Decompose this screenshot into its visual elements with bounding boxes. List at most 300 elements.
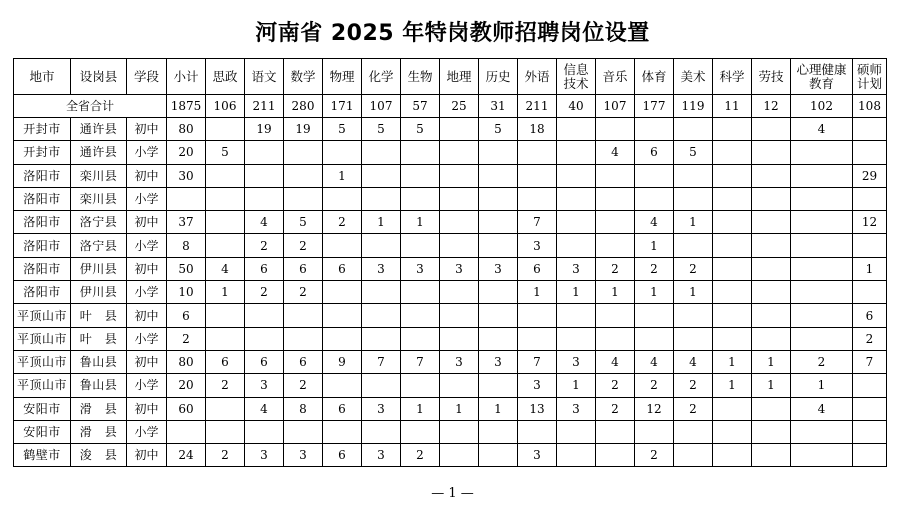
- value-cell: 7: [518, 350, 557, 373]
- totals-cell: 106: [206, 95, 245, 118]
- city-cell: 洛阳市: [14, 257, 71, 280]
- subtotal-cell: 50: [167, 257, 206, 280]
- value-cell: 2: [674, 257, 713, 280]
- stage-cell: 初中: [127, 118, 167, 141]
- value-cell: 4: [674, 350, 713, 373]
- value-cell: [362, 234, 401, 257]
- value-cell: 2: [245, 281, 284, 304]
- value-cell: 5: [479, 118, 518, 141]
- column-header: 设岗县: [71, 59, 127, 95]
- value-cell: [557, 141, 596, 164]
- value-cell: 1: [752, 374, 791, 397]
- value-cell: [853, 374, 887, 397]
- value-cell: 7: [518, 211, 557, 234]
- column-header: 地市: [14, 59, 71, 95]
- value-cell: [362, 304, 401, 327]
- value-cell: [479, 211, 518, 234]
- value-cell: 6: [245, 257, 284, 280]
- value-cell: [284, 304, 323, 327]
- value-cell: [401, 187, 440, 210]
- value-cell: [557, 187, 596, 210]
- value-cell: 1: [635, 234, 674, 257]
- value-cell: 19: [284, 118, 323, 141]
- value-cell: [245, 187, 284, 210]
- value-cell: [440, 141, 479, 164]
- value-cell: 1: [557, 374, 596, 397]
- value-cell: [674, 420, 713, 443]
- totals-cell: 211: [518, 95, 557, 118]
- value-cell: [206, 397, 245, 420]
- value-cell: [284, 164, 323, 187]
- totals-cell: 107: [362, 95, 401, 118]
- city-cell: 平顶山市: [14, 304, 71, 327]
- value-cell: [479, 234, 518, 257]
- value-cell: [596, 304, 635, 327]
- value-cell: 6: [284, 350, 323, 373]
- column-header: 生物: [401, 59, 440, 95]
- value-cell: [401, 374, 440, 397]
- value-cell: [323, 281, 362, 304]
- value-cell: 19: [245, 118, 284, 141]
- column-header: 地理: [440, 59, 479, 95]
- table-row: [14, 420, 887, 443]
- totals-cell: 40: [557, 95, 596, 118]
- totals-cell: 12: [752, 95, 791, 118]
- value-cell: 3: [557, 397, 596, 420]
- value-cell: [479, 141, 518, 164]
- value-cell: 3: [284, 444, 323, 467]
- subtotal-cell: 37: [167, 211, 206, 234]
- value-cell: [596, 118, 635, 141]
- column-header: 音乐: [596, 59, 635, 95]
- value-cell: 2: [206, 374, 245, 397]
- stage-cell: 初中: [127, 211, 167, 234]
- city-cell: 洛阳市: [14, 211, 71, 234]
- value-cell: [752, 327, 791, 350]
- table-row: [14, 234, 887, 257]
- value-cell: 6: [284, 257, 323, 280]
- value-cell: 1: [557, 281, 596, 304]
- value-cell: [635, 420, 674, 443]
- totals-cell: 107: [596, 95, 635, 118]
- stage-cell: 初中: [127, 304, 167, 327]
- value-cell: [479, 304, 518, 327]
- value-cell: [323, 141, 362, 164]
- value-cell: [713, 420, 752, 443]
- positions-table: [13, 58, 887, 467]
- value-cell: [206, 234, 245, 257]
- value-cell: 2: [245, 234, 284, 257]
- value-cell: 12: [853, 211, 887, 234]
- value-cell: 1: [518, 281, 557, 304]
- city-cell: 开封市: [14, 118, 71, 141]
- value-cell: [713, 141, 752, 164]
- column-header: 外语: [518, 59, 557, 95]
- county-cell: 叶 县: [71, 304, 127, 327]
- value-cell: [362, 420, 401, 443]
- value-cell: 3: [518, 444, 557, 467]
- table-row: [14, 350, 887, 373]
- county-cell: 滑 县: [71, 420, 127, 443]
- value-cell: [440, 211, 479, 234]
- value-cell: 4: [596, 141, 635, 164]
- value-cell: [557, 118, 596, 141]
- value-cell: 4: [791, 118, 853, 141]
- subtotal-cell: [167, 420, 206, 443]
- stage-cell: 小学: [127, 234, 167, 257]
- value-cell: [206, 327, 245, 350]
- table-row: [14, 118, 887, 141]
- value-cell: 1: [440, 397, 479, 420]
- value-cell: [635, 164, 674, 187]
- value-cell: [791, 187, 853, 210]
- value-cell: [440, 374, 479, 397]
- page-number: — 1 —: [431, 486, 474, 501]
- value-cell: [245, 304, 284, 327]
- subtotal-cell: 6: [167, 304, 206, 327]
- value-cell: [713, 257, 752, 280]
- subtotal-cell: 20: [167, 141, 206, 164]
- value-cell: 3: [401, 257, 440, 280]
- value-cell: 2: [401, 444, 440, 467]
- value-cell: 2: [635, 257, 674, 280]
- value-cell: [713, 118, 752, 141]
- table-row: [14, 164, 887, 187]
- value-cell: [323, 420, 362, 443]
- value-cell: [853, 118, 887, 141]
- value-cell: 2: [791, 350, 853, 373]
- city-cell: 鹤壁市: [14, 444, 71, 467]
- value-cell: 1: [401, 211, 440, 234]
- city-cell: 平顶山市: [14, 327, 71, 350]
- value-cell: 3: [362, 397, 401, 420]
- value-cell: [713, 211, 752, 234]
- value-cell: [440, 420, 479, 443]
- value-cell: [752, 234, 791, 257]
- value-cell: [440, 187, 479, 210]
- column-header: 硕师 计划: [853, 59, 887, 95]
- value-cell: [713, 187, 752, 210]
- value-cell: [245, 327, 284, 350]
- value-cell: 3: [245, 444, 284, 467]
- value-cell: 5: [362, 118, 401, 141]
- county-cell: 鲁山县: [71, 350, 127, 373]
- value-cell: [206, 420, 245, 443]
- totals-cell: 57: [401, 95, 440, 118]
- value-cell: [479, 187, 518, 210]
- subtotal-cell: [167, 187, 206, 210]
- value-cell: [284, 141, 323, 164]
- subtotal-cell: 10: [167, 281, 206, 304]
- value-cell: 2: [853, 327, 887, 350]
- value-cell: [323, 304, 362, 327]
- value-cell: [674, 327, 713, 350]
- subtotal-cell: 20: [167, 374, 206, 397]
- value-cell: [479, 281, 518, 304]
- value-cell: [206, 118, 245, 141]
- city-cell: 洛阳市: [14, 234, 71, 257]
- value-cell: [440, 304, 479, 327]
- value-cell: [362, 141, 401, 164]
- value-cell: [284, 327, 323, 350]
- value-cell: [596, 211, 635, 234]
- value-cell: 3: [362, 257, 401, 280]
- county-cell: 浚 县: [71, 444, 127, 467]
- value-cell: [791, 327, 853, 350]
- table-row: [14, 374, 887, 397]
- value-cell: [635, 118, 674, 141]
- value-cell: [752, 211, 791, 234]
- value-cell: [401, 234, 440, 257]
- column-header: 美术: [674, 59, 713, 95]
- value-cell: [674, 118, 713, 141]
- table-body: [14, 95, 887, 467]
- totals-cell: 211: [245, 95, 284, 118]
- value-cell: [518, 187, 557, 210]
- value-cell: 6: [518, 257, 557, 280]
- value-cell: [853, 420, 887, 443]
- value-cell: [362, 164, 401, 187]
- value-cell: 3: [440, 350, 479, 373]
- value-cell: 1: [713, 350, 752, 373]
- value-cell: [557, 304, 596, 327]
- value-cell: [557, 164, 596, 187]
- column-header: 学段: [127, 59, 167, 95]
- table-row: [14, 141, 887, 164]
- value-cell: 6: [323, 397, 362, 420]
- value-cell: [752, 304, 791, 327]
- subtotal-cell: 30: [167, 164, 206, 187]
- value-cell: [713, 164, 752, 187]
- value-cell: [206, 187, 245, 210]
- value-cell: 6: [206, 350, 245, 373]
- value-cell: 6: [853, 304, 887, 327]
- county-cell: 洛宁县: [71, 234, 127, 257]
- table-row: [14, 327, 887, 350]
- value-cell: [323, 187, 362, 210]
- value-cell: 1: [791, 374, 853, 397]
- stage-cell: 初中: [127, 164, 167, 187]
- value-cell: [323, 234, 362, 257]
- value-cell: [752, 187, 791, 210]
- county-cell: 通许县: [71, 118, 127, 141]
- value-cell: [791, 304, 853, 327]
- totals-cell: 119: [674, 95, 713, 118]
- table-row: [14, 444, 887, 467]
- stage-cell: 初中: [127, 397, 167, 420]
- value-cell: [518, 164, 557, 187]
- subtotal-cell: 2: [167, 327, 206, 350]
- value-cell: [791, 211, 853, 234]
- value-cell: 3: [557, 350, 596, 373]
- value-cell: 2: [674, 397, 713, 420]
- value-cell: 2: [596, 257, 635, 280]
- value-cell: [440, 164, 479, 187]
- value-cell: 6: [323, 444, 362, 467]
- value-cell: [596, 327, 635, 350]
- value-cell: 1: [752, 350, 791, 373]
- value-cell: [674, 304, 713, 327]
- subtotal-cell: 8: [167, 234, 206, 257]
- value-cell: [713, 327, 752, 350]
- value-cell: [362, 374, 401, 397]
- county-cell: 伊川县: [71, 281, 127, 304]
- stage-cell: 小学: [127, 420, 167, 443]
- value-cell: 5: [206, 141, 245, 164]
- value-cell: 4: [245, 397, 284, 420]
- value-cell: 4: [791, 397, 853, 420]
- value-cell: [206, 164, 245, 187]
- value-cell: [518, 327, 557, 350]
- value-cell: [752, 164, 791, 187]
- value-cell: 6: [635, 141, 674, 164]
- value-cell: 1: [206, 281, 245, 304]
- stage-cell: 初中: [127, 444, 167, 467]
- value-cell: 4: [635, 211, 674, 234]
- city-cell: 平顶山市: [14, 374, 71, 397]
- value-cell: [752, 420, 791, 443]
- column-header: 数学: [284, 59, 323, 95]
- value-cell: 7: [401, 350, 440, 373]
- value-cell: 4: [635, 350, 674, 373]
- table-row: [14, 257, 887, 280]
- totals-label: 全省合计: [14, 95, 167, 118]
- totals-cell: 25: [440, 95, 479, 118]
- stage-cell: 小学: [127, 187, 167, 210]
- stage-cell: 小学: [127, 374, 167, 397]
- value-cell: 3: [518, 374, 557, 397]
- value-cell: [323, 374, 362, 397]
- totals-cell: 31: [479, 95, 518, 118]
- value-cell: [440, 444, 479, 467]
- value-cell: 1: [362, 211, 401, 234]
- county-cell: 洛宁县: [71, 211, 127, 234]
- value-cell: 4: [245, 211, 284, 234]
- document-title: 河南省 2025 年特岗教师招聘岗位设置: [255, 21, 650, 46]
- column-header: 化学: [362, 59, 401, 95]
- stage-cell: 小学: [127, 327, 167, 350]
- totals-cell: 177: [635, 95, 674, 118]
- value-cell: [362, 187, 401, 210]
- city-cell: 洛阳市: [14, 187, 71, 210]
- value-cell: [853, 234, 887, 257]
- value-cell: 2: [635, 444, 674, 467]
- value-cell: [245, 164, 284, 187]
- value-cell: 1: [674, 211, 713, 234]
- value-cell: 3: [557, 257, 596, 280]
- table-row: [14, 211, 887, 234]
- value-cell: [635, 304, 674, 327]
- subtotal-cell: 80: [167, 118, 206, 141]
- value-cell: [713, 444, 752, 467]
- city-cell: 开封市: [14, 141, 71, 164]
- value-cell: [752, 118, 791, 141]
- value-cell: [713, 234, 752, 257]
- value-cell: [713, 304, 752, 327]
- value-cell: [853, 397, 887, 420]
- value-cell: 9: [323, 350, 362, 373]
- value-cell: [635, 187, 674, 210]
- table-header-row: [14, 59, 887, 95]
- value-cell: 2: [284, 234, 323, 257]
- value-cell: 5: [401, 118, 440, 141]
- value-cell: 1: [401, 397, 440, 420]
- value-cell: 1: [674, 281, 713, 304]
- value-cell: 1: [479, 397, 518, 420]
- value-cell: [791, 257, 853, 280]
- stage-cell: 小学: [127, 281, 167, 304]
- value-cell: [791, 234, 853, 257]
- table-row: [14, 397, 887, 420]
- value-cell: 29: [853, 164, 887, 187]
- value-cell: [401, 141, 440, 164]
- totals-cell: 171: [323, 95, 362, 118]
- value-cell: [479, 327, 518, 350]
- value-cell: 2: [635, 374, 674, 397]
- value-cell: 3: [440, 257, 479, 280]
- value-cell: 5: [323, 118, 362, 141]
- subtotal-cell: 60: [167, 397, 206, 420]
- county-cell: 栾川县: [71, 164, 127, 187]
- value-cell: [479, 374, 518, 397]
- value-cell: 1: [713, 374, 752, 397]
- value-cell: [674, 234, 713, 257]
- value-cell: 8: [284, 397, 323, 420]
- table-row: [14, 187, 887, 210]
- value-cell: [853, 187, 887, 210]
- value-cell: [440, 281, 479, 304]
- value-cell: [206, 304, 245, 327]
- value-cell: [362, 327, 401, 350]
- city-cell: 安阳市: [14, 397, 71, 420]
- column-header: 劳技: [752, 59, 791, 95]
- totals-cell: 108: [853, 95, 887, 118]
- value-cell: [752, 444, 791, 467]
- value-cell: [791, 164, 853, 187]
- subtotal-cell: 24: [167, 444, 206, 467]
- value-cell: [479, 420, 518, 443]
- value-cell: [596, 444, 635, 467]
- totals-cell: 1875: [167, 95, 206, 118]
- value-cell: [596, 187, 635, 210]
- value-cell: [401, 164, 440, 187]
- value-cell: 5: [284, 211, 323, 234]
- value-cell: [362, 281, 401, 304]
- value-cell: 2: [284, 374, 323, 397]
- value-cell: [791, 420, 853, 443]
- value-cell: [635, 327, 674, 350]
- table-row: [14, 281, 887, 304]
- value-cell: 6: [245, 350, 284, 373]
- value-cell: [401, 420, 440, 443]
- county-cell: 叶 县: [71, 327, 127, 350]
- value-cell: [323, 327, 362, 350]
- subtotal-cell: 80: [167, 350, 206, 373]
- value-cell: [596, 420, 635, 443]
- value-cell: [440, 327, 479, 350]
- value-cell: [440, 234, 479, 257]
- value-cell: [284, 187, 323, 210]
- value-cell: [752, 257, 791, 280]
- value-cell: 18: [518, 118, 557, 141]
- value-cell: 1: [596, 281, 635, 304]
- value-cell: [713, 281, 752, 304]
- value-cell: [557, 327, 596, 350]
- value-cell: 7: [853, 350, 887, 373]
- value-cell: [752, 141, 791, 164]
- value-cell: [596, 164, 635, 187]
- totals-cell: 280: [284, 95, 323, 118]
